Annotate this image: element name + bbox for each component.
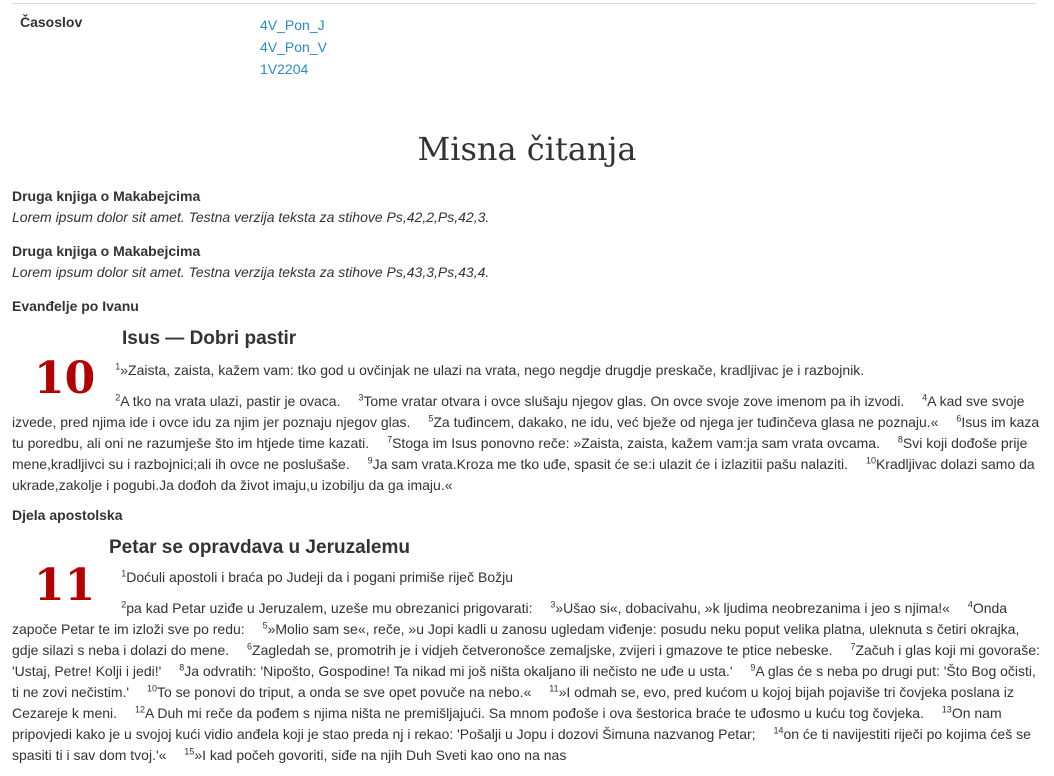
reading-item <box>12 241 1042 283</box>
verse-number: 8 <box>179 662 185 673</box>
verse-text: »I odmah se, evo, pred kućom u kojoj bijah pojaviše tri čovjeka poslana iz Cezareje k meni. <box>12 684 1014 721</box>
verse-text: Zagledah se, promotrih je i vidjeh četveronošce zemaljske, zvijeri i gmazove te ptice nebeske. <box>252 642 833 658</box>
gospel-chapter-number: 10 <box>34 353 96 404</box>
acts-verses <box>12 560 1042 766</box>
verse-number: 10 <box>865 455 876 466</box>
verse <box>387 435 880 451</box>
reading-book: Druga knjiga o Makabejcima <box>12 243 201 259</box>
acts-chapter-title: Petar se opravdava u Jeruzalemu <box>109 537 410 558</box>
verse-text: Onda započe Petar te im izloži sve po redu: <box>12 600 1008 637</box>
verse-number: 1 <box>121 568 127 579</box>
verse-text: Ja odvratih: 'Nipošto, Gospodine! Ta nikad mi još ništa okaljano ili nečisto ne uđe u usta.' <box>184 663 733 679</box>
verse-text: Doćuli apostoli i braća po Judeji da i pogani primiše riječ Božju <box>126 569 514 585</box>
reading-item <box>12 186 1042 228</box>
verse <box>135 705 924 721</box>
gospel-chapter-title: Isus — Dobri pastir <box>122 328 297 349</box>
verse <box>115 393 340 409</box>
casoslov-link-3[interactable]: 1V2204 <box>260 61 309 77</box>
verse-text: A kad sve svoje izvede, pred njima ide i ovce idu za njim jer poznaju njegov glas. <box>12 393 1025 430</box>
verse-text: A tko na vrata ulazi, pastir je ovaca. <box>120 393 341 409</box>
verse-number: 4 <box>967 599 973 610</box>
verse <box>368 456 848 472</box>
gospel-book: Evanđelje po Ivanu <box>12 298 139 314</box>
verse-number: 3 <box>550 599 556 610</box>
casoslov-link-1[interactable]: 4V_Pon_J <box>260 17 325 33</box>
verse-text: Začuh i glas koji mi govoraše: 'Ustaj, Petre! Kolji i jedi!' <box>12 642 1040 679</box>
verse-number: 2 <box>121 599 127 610</box>
verse <box>184 747 566 763</box>
verse-number: 4 <box>922 392 928 403</box>
acts-chapter-number: 11 <box>34 560 96 611</box>
verse-text: Kradljivac dolazi samo da ukrade,zakolje i pogubi.Ja dođoh da život imaju,u izobilju da ga imaju.« <box>12 456 1035 493</box>
casoslov-links <box>260 14 327 80</box>
verse <box>428 414 938 430</box>
verse-text: Ja sam vrata.Kroza me tko uđe, spasit će se:i ulazit će i izlazitii pašu nalaziti. <box>372 456 849 472</box>
verse-text: »Molio sam se«, reče, »u Jopi kadli u zanosu ugledam viđenje: posudu neku poput velika platna, uleknuta s četiri okrajka, gdje silazi s neba i dolazi do mene. <box>12 621 1020 658</box>
verse-number: 9 <box>750 662 756 673</box>
verse-text: Tome vratar otvara i ovce slušaju njegov glas. On ovce svoje zove imenom pa ih izvodi. <box>363 393 905 409</box>
acts-book: Djela apostolska <box>12 507 123 523</box>
gospel-verses <box>12 353 1042 496</box>
verse-text: Stoga im Isus ponovno reče: »Zaista, zaista, kažem vam:ja sam vrata ovcama. <box>392 435 880 451</box>
verse-text: »I kad počeh govoriti, siđe na njih Duh Sveti kao ono na nas <box>194 747 567 763</box>
verse-number: 7 <box>387 434 393 445</box>
reading-book: Druga knjiga o Makabejcima <box>12 188 201 204</box>
gospel-section <box>12 296 1042 506</box>
page-title: Misna čitanja <box>417 130 637 168</box>
verse-text: On nam pripovjedi kako je u svojoj kući vidio anđela koji je stao preda nj i rekao: 'Pošalji u Jopu i dozovi Šimuna nazvanog Petar; <box>12 705 1002 742</box>
verse-text: A glas će s neba po drugi put: 'Što Bog očisti, ti ne zovi nečistim.' <box>12 663 1036 700</box>
verse-number: 6 <box>956 413 962 424</box>
verse-number: 6 <box>247 641 253 652</box>
verse <box>550 600 950 616</box>
verse-number: 5 <box>262 620 268 631</box>
reading-text: Lorem ipsum dolor sit amet. Testna verzija teksta za stihove Ps,42,2,Ps,42,3. <box>12 209 490 225</box>
verse <box>358 393 904 409</box>
verse-text: on će ti navijestiti riječi po kojima ćeš se spasiti ti i sav dom tvoj.'« <box>12 726 1031 763</box>
verse-number: 11 <box>549 683 559 694</box>
verse-text: »Ušao si«, dobacivahu, »k ljudima neobrezanima i jeo s njima!« <box>555 600 950 616</box>
acts-section <box>12 505 1042 776</box>
verse-text: Za tuđincem, dakako, ne idu, već bježe od njega jer tuđinčeva glasa ne poznaju.« <box>433 414 939 430</box>
verse-number: 9 <box>367 455 373 466</box>
verse-number: 13 <box>941 704 952 715</box>
verse <box>147 684 531 700</box>
verse-number: 1 <box>115 361 121 372</box>
verse-text: A Duh mi reče da pođem s njima ništa ne premišljajući. Sa mnom pođoše i ova šestorica braće te uđosmo u kuću tog čovjeka. <box>144 705 924 721</box>
top-divider <box>12 3 1036 4</box>
verse-number: 10 <box>146 683 157 694</box>
verse-text: To se ponovi do triput, a onda se sve opet povuče na nebo.« <box>156 684 532 700</box>
readings-list <box>12 186 1042 296</box>
verse-number: 12 <box>134 704 145 715</box>
verse-number: 3 <box>358 392 364 403</box>
verse-text: »Zaista, zaista, kažem vam: tko god u ovčinjak ne ulazi na vrata, nego negdje drugdje preskače, kradljivac je i razbojnik. <box>120 362 865 378</box>
casoslov-link-2[interactable]: 4V_Pon_V <box>260 39 327 55</box>
verse-text: Isus im kaza tu poredbu, ali oni ne razumješe što im htjede time kazati. <box>12 414 1040 451</box>
verse-number: 8 <box>897 434 903 445</box>
verse <box>121 600 532 616</box>
verse-text: Svi koji dođoše prije mene,kradljivci su i razbojnici;ali ih ovce ne poslušaše. <box>12 435 1028 472</box>
verse-number: 5 <box>428 413 434 424</box>
verse-number: 2 <box>115 392 121 403</box>
reading-text: Lorem ipsum dolor sit amet. Testna verzija teksta za stihove Ps,43,3,Ps,43,4. <box>12 264 490 280</box>
verse-number: 15 <box>184 746 195 757</box>
verse <box>179 663 732 679</box>
casoslov-label: Časoslov <box>20 14 83 30</box>
verse-number: 7 <box>850 641 856 652</box>
verse-text: pa kad Petar uziđe u Jeruzalem, uzeše mu obrezanici prigovarati: <box>126 600 533 616</box>
verse <box>247 642 833 658</box>
verse-number: 14 <box>773 725 784 736</box>
